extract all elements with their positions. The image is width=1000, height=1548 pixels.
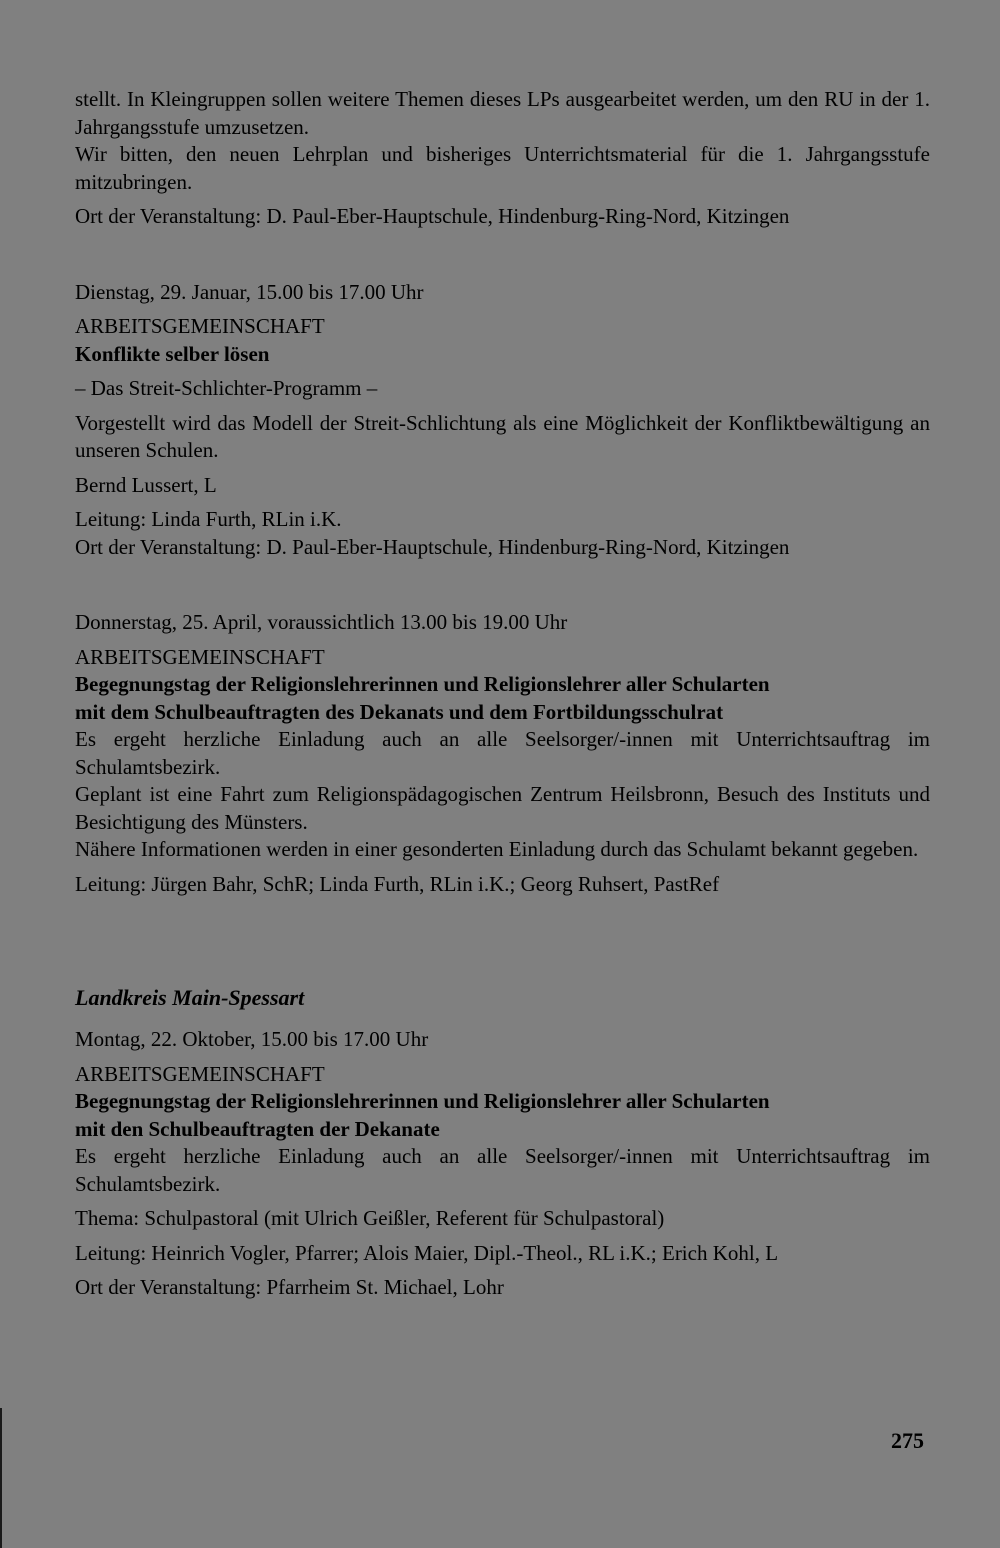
event-3-title-line-2: mit den Schulbeauftragten der Dekanate	[75, 1116, 440, 1141]
event-3-title-line-1: Begegnungstag der Religionslehrerinnen und Religionslehrer aller Schularten	[75, 1089, 770, 1113]
event-1-type: ARBEITSGEMEINSCHAFT	[75, 314, 325, 338]
event-3-date: Montag, 22. Oktober, 15.00 bis 17.00 Uhr	[75, 1027, 429, 1051]
event-2-title	[75, 671, 930, 726]
event-3-type: ARBEITSGEMEINSCHAFT	[75, 1061, 325, 1086]
event-2	[75, 609, 930, 898]
event-1-description: Vorgestellt wird das Modell der Streit-Schlichtung als eine Möglichkeit der Konfliktbewältigung an unseren Schulen.	[75, 410, 930, 462]
event-2-type: ARBEITSGEMEINSCHAFT	[75, 644, 325, 669]
event-2-text-1: Es ergeht herzliche Einladung auch an alle Seelsorger/-innen mit Unterrichtsauftrag im Schulamtsbezirk.	[75, 727, 930, 779]
event-2-text-3: Nähere Informationen werden in einer gesonderten Einladung durch das Schulamt bekannt gegeben.	[75, 837, 919, 861]
intro-text-2: Wir bitten, den neuen Lehrplan und bisheriges Unterrichtsmaterial für die 1. Jahrgangsstufe mitzubringen.	[75, 142, 930, 194]
event-1-title: Konflikte selber lösen	[75, 341, 270, 366]
event-3-leader: Leitung: Heinrich Vogler, Pfarrer; Alois Maier, Dipl.-Theol., RL i.K.; Erich Kohl, L	[75, 1240, 779, 1265]
event-2-text-2: Geplant ist eine Fahrt zum Religionspädagogischen Zentrum Heilsbronn, Besuch des Instituts und Besichtigung des Münsters.	[75, 782, 930, 834]
event-2-date: Donnerstag, 25. April, voraussichtlich 13.00 bis 19.00 Uhr	[75, 610, 568, 634]
event-3-text-1: Es ergeht herzliche Einladung auch an alle Seelsorger/-innen mit Unterrichtsauftrag im Schulamtsbezirk.	[75, 1144, 930, 1196]
event-1-location: Ort der Veranstaltung: D. Paul-Eber-Hauptschule, Hindenburg-Ring-Nord, Kitzingen	[75, 534, 790, 559]
event-2-leader: Leitung: Jürgen Bahr, SchR; Linda Furth, RLin i.K.; Georg Ruhsert, PastRef	[75, 871, 720, 896]
page-number: 275	[891, 1428, 924, 1453]
region-heading: Landkreis Main-Spessart	[75, 985, 305, 1010]
event-2-title-line-2: mit dem Schulbeauftragten des Dekanats und dem Fortbildungsschulrat	[75, 699, 724, 724]
intro-text-1: stellt. In Kleingruppen sollen weitere Themen dieses LPs ausgearbeitet werden, um den RU in der 1. Jahrgangsstufe umzusetzen.	[75, 87, 930, 139]
event-2-title-line-1: Begegnungstag der Religionslehrerinnen und Religionslehrer aller Schularten	[75, 672, 770, 696]
event-1-leader: Leitung: Linda Furth, RLin i.K.	[75, 507, 342, 531]
event-3-title	[75, 1088, 930, 1143]
event-3-location: Ort der Veranstaltung: Pfarrheim St. Michael, Lohr	[75, 1275, 504, 1299]
event-1-date: Dienstag, 29. Januar, 15.00 bis 17.00 Uhr	[75, 279, 424, 304]
page-content	[75, 86, 930, 1302]
event-3	[75, 1026, 930, 1302]
intro-location: Ort der Veranstaltung: D. Paul-Eber-Hauptschule, Hindenburg-Ring-Nord, Kitzingen	[75, 204, 790, 228]
event-1-subtitle: – Das Streit-Schlichter-Programm –	[75, 376, 378, 400]
event-1-speaker: Bernd Lussert, L	[75, 472, 217, 497]
event-3-theme: Thema: Schulpastoral (mit Ulrich Geißler, Referent für Schulpastoral)	[75, 1206, 665, 1230]
event-1	[75, 279, 930, 562]
left-margin-line	[0, 1408, 2, 1548]
